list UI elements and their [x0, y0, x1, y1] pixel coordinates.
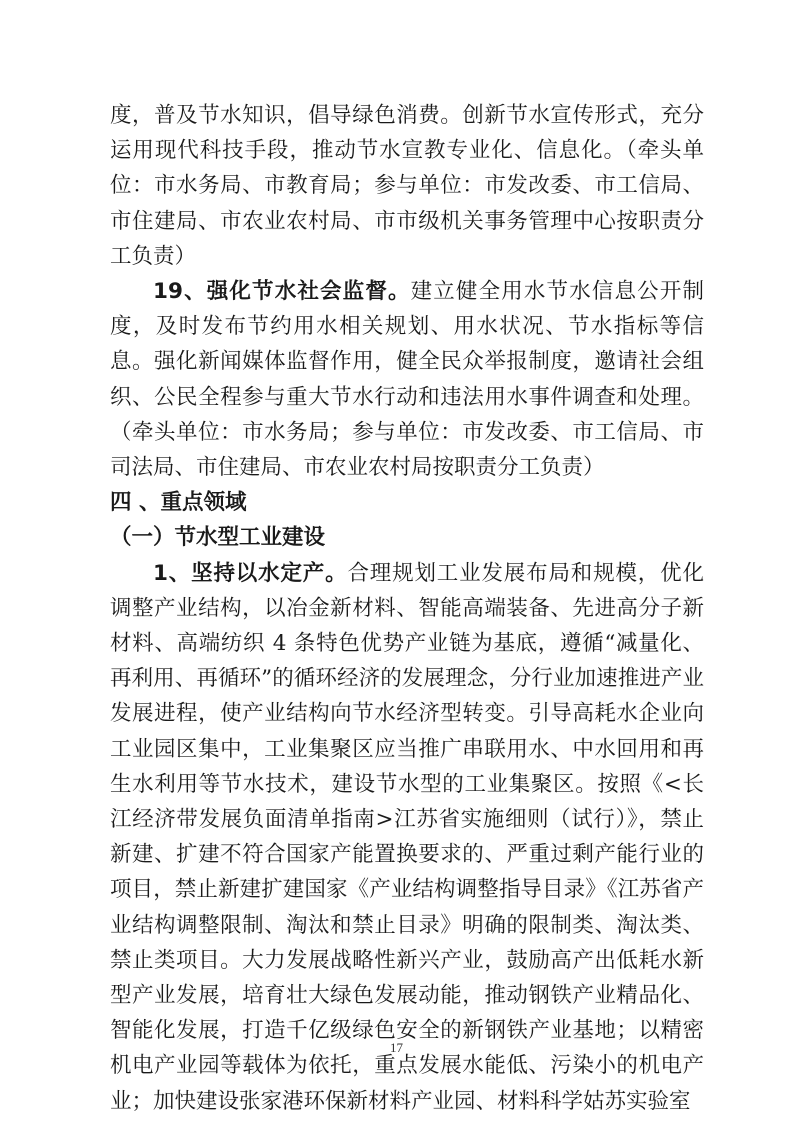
- paragraph-public-awareness: [110, 98, 704, 274]
- paragraph-text: 建立健全用水节水信息公开制度，及时发布节约用水相关规划、用水状况、节水指标等信息。强化新闻媒体监督作用，健全民众举报制度，邀请社会组织、公民全程参与重大节水行动和违法用水事件调查和处理。（牵头单位：市水务局；参与单位：市发改委、市工信局、市司法局、市住建局、市农业农村局按职责分工负责）: [110, 279, 704, 481]
- section-heading-key-areas: 四 、重点领域: [110, 490, 247, 516]
- subsection-heading-industry: （一）节水型工业建设: [110, 525, 326, 551]
- paragraph-text: 度，普及节水知识，倡导绿色消费。创新节水宣传形式，充分运用现代科技手段，推动节水宣教专业化、信息化。（牵头单位：市水务局、市教育局；参与单位：市发改委、市工信局、市住建局、市农业农村局、市市级机关事务管理中心按职责分工负责）: [110, 103, 704, 269]
- paragraph-social-supervision: [110, 274, 704, 485]
- paragraph-text: 合理规划工业发展布局和规模，优化调整产业结构，以冶金新材料、智能高端装备、先进高分子新材料、高端纺织 4 条特色优势产业链为基底，遵循“减量化、再利用、再循环”的循环经济的发展理念，分行业加速推进产业发展进程，使产业结构向节水经济型转变。引导高耗水企业向工业园区集中，工业集聚区应当推广串联用水、中水回用和再生水利用等节水技术，建设节水型的工业集聚区。按照《<长江经济带发展负面清单指南>江苏省实施细则（试行）》，禁止新建、扩建不符合国家产能置换要求的、严重过剩产能行业的项目，禁止新建扩建国家《产业结构调整指导目录》《江苏省产业结构调整限制、淘汰和禁止目录》明确的限制类、淘汰类、禁止类项目。大力发展战略性新兴产业，鼓励高产出低耗水新型产业发展，培育壮大绿色发展动能，推动钢铁产业精品化、智能化发展，打造千亿级绿色安全的新钢铁产业基地；以精密机电产业园等载体为依托，重点发展水能低、污染小的机电产业；加快建设张家港环保新材料产业园、材料科学姑苏实验室: [110, 560, 704, 1114]
- page-body: [110, 98, 704, 1119]
- paragraph-heading: 1、坚持以水定产。: [153, 560, 348, 586]
- paragraph-heading: 19、强化节水社会监督。: [153, 279, 411, 305]
- page-number: 17: [390, 1040, 403, 1055]
- paragraph-water-based-production: [110, 556, 704, 1119]
